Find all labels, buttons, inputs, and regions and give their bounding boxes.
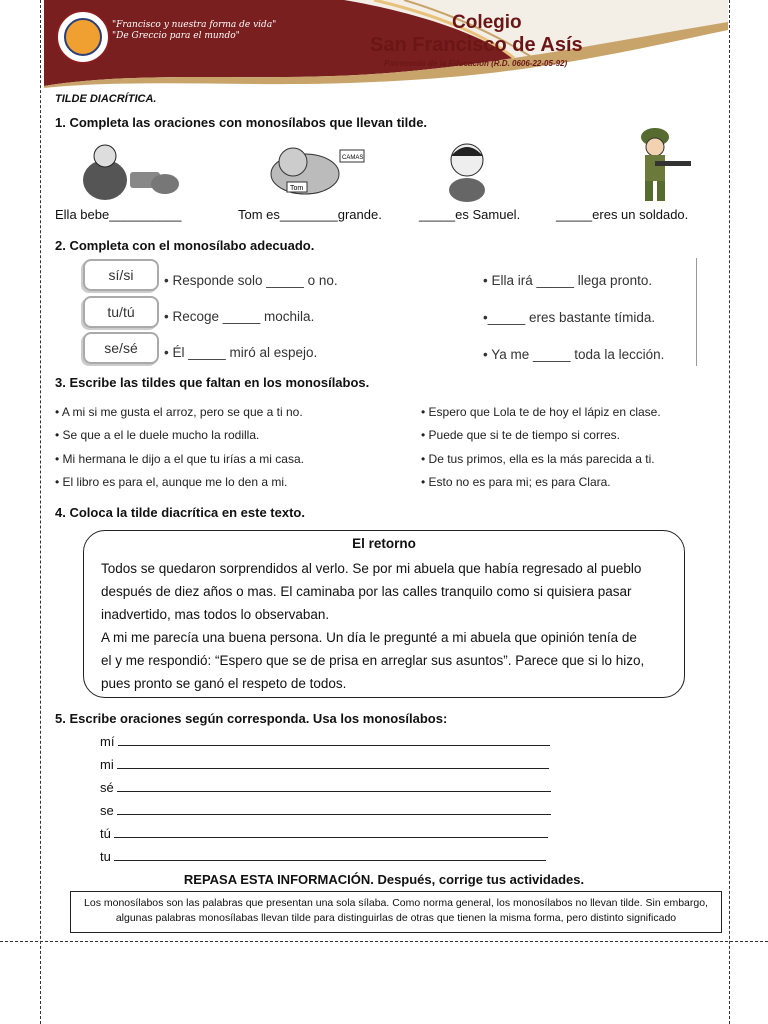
- review-heading: REPASA ESTA INFORMACIÓN. Después, corrige tus actividades.: [183, 872, 585, 887]
- story-box: [83, 530, 685, 698]
- write-word-4: se: [100, 803, 114, 818]
- school-name-line-2: San Francisco de Asís: [370, 34, 583, 56]
- s1-sentence-4: _____eres un soldado.: [556, 207, 689, 222]
- s3-left-2: • Se que a el le duele mucho la rodilla.: [55, 428, 260, 442]
- s1-sentence-1: Ella bebe__________: [55, 207, 182, 222]
- write-word-5: tú: [100, 826, 111, 841]
- s1-sentence-3: _____es Samuel.: [419, 207, 521, 222]
- write-line-5[interactable]: [100, 826, 548, 841]
- bulldog-illustration: [265, 140, 370, 202]
- boy-illustration: [425, 138, 510, 202]
- cut-guide-left: [40, 0, 41, 1024]
- story-title: El retorno: [352, 536, 416, 551]
- tom-tag: Tom: [290, 185, 304, 192]
- story-line-1: Todos se quedaron sorprendidos al verlo. Se por mi abuela que había regresado al pueblo: [101, 561, 642, 576]
- school-crest-icon: [56, 10, 110, 64]
- worksheet-title: TILDE DIACRÍTICA.: [55, 93, 157, 105]
- story-text: [101, 557, 676, 695]
- s3-left-1: • A mi si me gusta el arroz, pero se que a ti no.: [55, 405, 303, 419]
- s3-left-4: • El libro es para el, aunque me lo den a mi.: [55, 475, 288, 489]
- s3-right-1: • Espero que Lola te de hoy el lápiz en clase.: [421, 405, 661, 419]
- section5-heading: 5. Escribe oraciones según corresponda. Usa los monosílabos:: [55, 711, 448, 726]
- pill-tu: tu/tú: [83, 296, 159, 328]
- patrimonio-note: Patrimonio de la Educación (R.D. 0606-22-05-92): [384, 59, 568, 68]
- s1-sentence-2: Tom es________grande.: [238, 207, 382, 222]
- cut-guide-right: [729, 0, 730, 1024]
- review-line-1: Los monosílabos son las palabras que presentan una sola sílaba. Como norma general, los monosílabos no llevan tilde. Sin embargo,: [84, 897, 708, 909]
- s2-left-2: • Recoge _____ mochila.: [164, 309, 315, 324]
- cut-guide-bottom: [0, 941, 768, 942]
- story-line-5: el y me respondió: “Espero que se de prisa en arreglar sus asuntos”. Parece que si lo hizo,: [101, 653, 645, 668]
- school-name-line-1: Colegio: [452, 12, 522, 33]
- woman-drinking-tea-illustration: [70, 140, 185, 202]
- soldier-illustration: [625, 125, 695, 205]
- pill-se: se/sé: [83, 332, 159, 364]
- s3-right-4: • Esto no es para mi; es para Clara.: [421, 475, 611, 489]
- story-line-3: inadvertido, mas todos lo observaban.: [101, 607, 330, 622]
- write-line-2[interactable]: [100, 757, 549, 772]
- section4-heading: 4. Coloca la tilde diacrítica en este texto.: [55, 505, 305, 520]
- s2-divider: [696, 258, 697, 366]
- s2-left-1: • Responde solo _____ o no.: [164, 273, 338, 288]
- section1-heading: 1. Completa las oraciones con monosílabos que llevan tilde.: [55, 115, 428, 130]
- write-line-4[interactable]: [100, 803, 551, 818]
- story-line-6: pues pronto se ganó el respeto de todos.: [101, 676, 347, 691]
- write-line-1[interactable]: [100, 734, 550, 749]
- s2-right-3: • Ya me _____ toda la lección.: [483, 347, 665, 362]
- story-line-2: después de diez años o mas. El caminaba por las calles tranquilo como si quisiera pasar: [101, 584, 632, 599]
- write-word-2: mi: [100, 757, 114, 772]
- s3-right-2: • Puede que si te de tiempo si corres.: [421, 428, 620, 442]
- motto-line-2: "De Greccio para el mundo": [112, 31, 240, 41]
- write-word-1: mí: [100, 734, 115, 749]
- s2-right-2: •_____ eres bastante tímida.: [483, 310, 656, 325]
- school-motto: [112, 20, 276, 42]
- write-word-3: sé: [100, 780, 114, 795]
- review-info-box: [70, 891, 722, 933]
- s3-left-3: • Mi hermana le dijo a el que tu irías a mi casa.: [55, 452, 304, 466]
- pill-si: sí/si: [83, 259, 159, 291]
- story-line-4: A mi me parecía una buena persona. Un día le pregunté a mi abuela que opinión tenía de: [101, 630, 637, 645]
- camas-sign: CAMAS: [342, 155, 364, 161]
- write-line-6[interactable]: [100, 849, 546, 864]
- write-line-3[interactable]: [100, 780, 551, 795]
- review-line-2: algunas palabras monosílabas llevan tilde para distinguirlas de otras que tienen la misma forma, pero distinto significado: [115, 912, 677, 924]
- s3-right-3: • De tus primos, ella es la más parecida a ti.: [421, 452, 655, 466]
- section2-heading: 2. Completa con el monosílabo adecuado.: [55, 238, 315, 253]
- motto-line-1: "Francisco y nuestra forma de vida": [112, 20, 277, 30]
- write-word-6: tu: [100, 849, 111, 864]
- s2-left-3: • Él _____ miró al espejo.: [164, 345, 318, 360]
- s2-right-1: • Ella irá _____ llega pronto.: [483, 273, 653, 288]
- section3-heading: 3. Escribe las tildes que faltan en los monosílabos.: [55, 375, 370, 390]
